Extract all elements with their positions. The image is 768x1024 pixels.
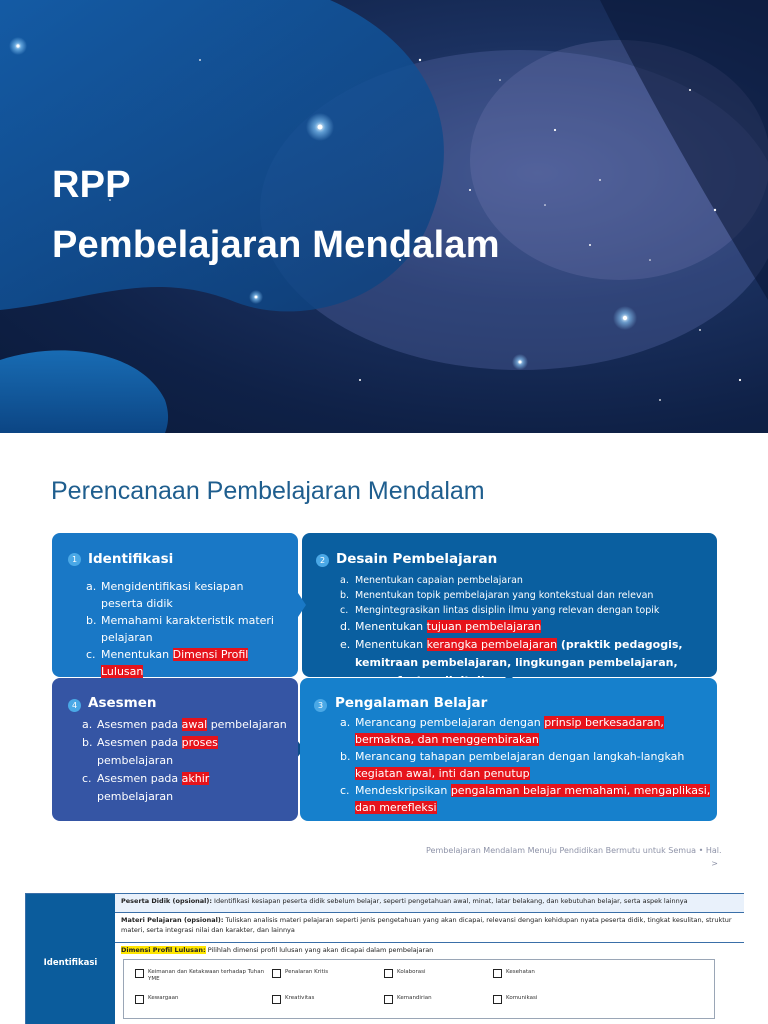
step-number-1: 1	[68, 553, 81, 566]
table-row	[115, 894, 744, 913]
starfield-background	[0, 0, 768, 433]
checkbox[interactable]	[493, 969, 502, 978]
row-text: Pilihlah dimensi profil lulusan yang akan dicapai dalam pembelajaran	[205, 946, 434, 954]
item-text: Merancang tahapan pembelajaran dengan langkah-langkah	[355, 750, 685, 763]
list-item	[340, 573, 712, 588]
checkbox[interactable]	[384, 995, 393, 1004]
row-label-text: Identifikasi	[43, 958, 98, 968]
item-text: Menentukan topik pembelajaran yang kontekstual dan relevan	[355, 590, 654, 601]
highlighted-text: prinsip berkesadaran, bermakna, dan menggembirakan	[355, 716, 664, 746]
cover-title-main: Pembelajaran Mendalam	[52, 224, 500, 266]
identifikasi-box	[52, 533, 298, 677]
list-item	[86, 612, 286, 646]
item-marker: c.	[86, 648, 96, 661]
table-row	[115, 943, 744, 1024]
option-label: Kemandirian	[397, 995, 432, 1001]
pengalaman-belajar-box	[300, 678, 717, 821]
item-text: Mendeskripsikan	[355, 784, 451, 797]
item-text: Mengidentifikasi kesiapan peserta didik	[101, 580, 244, 610]
item-marker: a.	[340, 575, 349, 586]
cover-title-rpp: RPP	[52, 164, 131, 206]
highlighted-text: awal	[181, 718, 208, 731]
item-text: Mengintegrasikan lintas disiplin ilmu yang relevan dengan topik	[355, 605, 660, 616]
item-text: pembelajaran	[97, 790, 174, 803]
highlighted-text: Dimensi Profil Lulusan	[101, 648, 249, 678]
item-text: Asesmen pada	[97, 772, 182, 785]
connector-arrow	[290, 593, 306, 617]
page-number: >	[711, 859, 718, 868]
list-item	[340, 748, 712, 782]
row-title: Dimensi Profil Lulusan:	[121, 946, 206, 954]
identifikasi-table	[25, 893, 744, 1024]
box-item-list	[82, 716, 287, 806]
list-item	[86, 578, 286, 612]
item-marker: b.	[340, 750, 351, 763]
item-text: pembelajaran	[207, 718, 287, 731]
item-marker: e.	[340, 638, 351, 651]
item-marker: a.	[340, 716, 351, 729]
item-text: Memahami karakteristik materi pelajaran	[101, 614, 274, 644]
step-number-2: 2	[316, 554, 329, 567]
checkbox[interactable]	[135, 969, 144, 978]
highlighted-text: kerangka pembelajaran	[426, 638, 558, 651]
option-label: Penalaran Kritis	[285, 969, 329, 975]
planning-slide	[0, 433, 768, 871]
highlighted-text: akhir	[181, 772, 210, 785]
step-number-3: 3	[314, 699, 327, 712]
asesmen-box	[52, 678, 298, 821]
row-title: Materi Pelajaran (opsional):	[121, 916, 224, 924]
item-text: Merancang pembelajaran dengan	[355, 716, 545, 729]
table-row-label	[26, 894, 115, 1024]
box-item-list	[340, 714, 712, 816]
item-marker: a.	[82, 718, 93, 731]
identifikasi-table-slide	[0, 871, 768, 1024]
item-text: pembelajaran	[97, 754, 174, 767]
list-item	[340, 618, 712, 636]
highlighted-text: tujuan pembelajaran	[426, 620, 542, 633]
option-label: Komunikasi	[506, 995, 538, 1001]
list-item	[82, 716, 287, 734]
item-text: Menentukan	[355, 638, 427, 651]
footer-text: Pembelajaran Mendalam Menuju Pendidikan Bermutu untuk Semua • Hal.	[426, 846, 722, 855]
box-item-list	[340, 573, 712, 690]
item-text: Menentukan capaian pembelajaran	[355, 575, 523, 586]
box-heading: Pengalaman Belajar	[335, 695, 488, 711]
box-heading: Desain Pembelajaran	[336, 551, 498, 567]
highlighted-text: pengalaman belajar memahami, mengaplikasi, dan merefleksi	[355, 784, 711, 814]
row-title: Peserta Didik (opsional):	[121, 897, 212, 905]
item-text: Menentukan	[355, 620, 427, 633]
list-item	[86, 646, 286, 680]
item-marker: b.	[86, 614, 97, 627]
option-label: Kolaborasi	[397, 969, 426, 975]
checkbox[interactable]	[135, 995, 144, 1004]
desain-pembelajaran-box	[302, 533, 717, 677]
item-marker: b.	[82, 736, 93, 749]
box-item-list	[86, 578, 286, 680]
highlighted-text: proses	[181, 736, 218, 749]
list-item	[82, 734, 287, 770]
list-item	[340, 782, 712, 816]
step-number-4: 4	[68, 699, 81, 712]
item-marker: c.	[340, 784, 350, 797]
row-text: Tuliskan analisis materi pelajaran seperti jenis pengetahuan yang akan dicapai, relevansi dengan kehidupan nyata peserta didik, tingkat kesulitan, struktur materi, serta integrasi nilai dan karakter, dan lainnya	[121, 916, 732, 934]
option-label: Kreativitas	[285, 995, 315, 1001]
checkbox[interactable]	[384, 969, 393, 978]
table-row	[115, 913, 744, 943]
option-label: Kesehatan	[506, 969, 535, 975]
option-label: Kewargaan	[148, 995, 179, 1001]
item-text: Asesmen pada	[97, 718, 182, 731]
item-marker: c.	[340, 605, 349, 616]
item-marker: b.	[340, 590, 350, 601]
item-text: (praktik pedagogis, kemitraan pembelajaran, lingkungan pembelajaran,	[355, 638, 683, 669]
list-item	[340, 603, 712, 618]
highlighted-text: kegiatan awal, inti dan penutup	[355, 767, 530, 780]
checkbox[interactable]	[272, 995, 281, 1004]
box-heading: Asesmen	[88, 695, 157, 711]
box-heading: Identifikasi	[88, 551, 174, 567]
row-text: Identifikasi kesiapan peserta didik sebelum belajar, seperti pengetahuan awal, minat, latar belakang, dan kebutuhan belajar, serta aspek lainnya	[211, 897, 688, 905]
checkbox[interactable]	[272, 969, 281, 978]
dimension-checkbox-grid	[123, 959, 715, 1019]
option-label: Keimanan dan Ketakwaan terhadap Tuhan YME	[148, 969, 265, 982]
item-text: Menentukan	[101, 648, 173, 661]
slide-footer	[426, 844, 722, 870]
item-marker: a.	[86, 580, 97, 593]
item-marker: c.	[82, 772, 92, 785]
item-text: Asesmen pada	[97, 736, 182, 749]
slide-title: Perencanaan Pembelajaran Mendalam	[51, 477, 485, 505]
cover-slide	[0, 0, 768, 433]
list-item	[340, 588, 712, 603]
list-item	[82, 770, 287, 806]
checkbox[interactable]	[493, 995, 502, 1004]
list-item	[340, 714, 712, 748]
item-marker: d.	[340, 620, 351, 633]
